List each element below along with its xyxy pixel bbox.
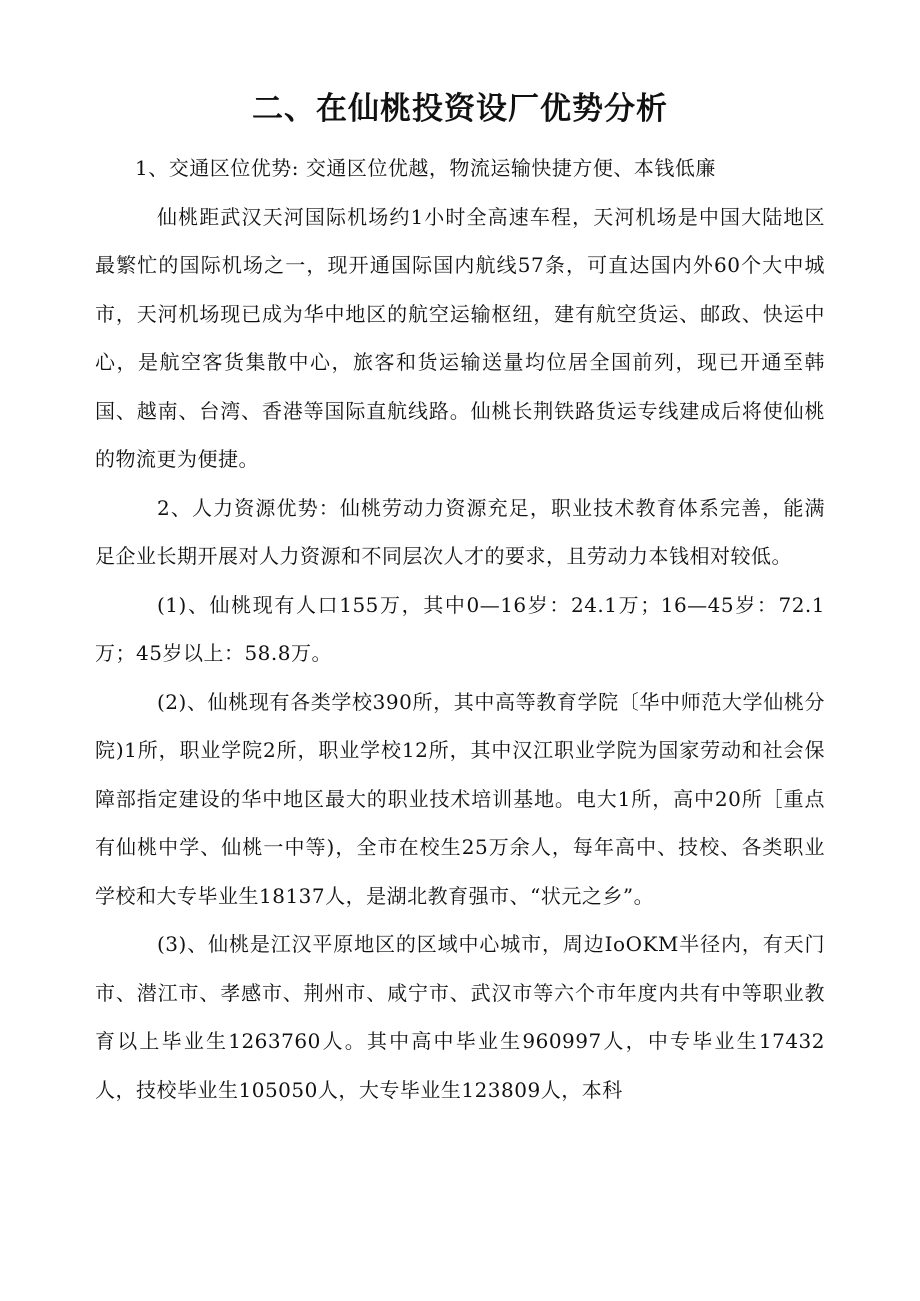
paragraph-human-resources: 2、人力资源优势：仙桃劳动力资源充足，职业技术教育体系完善，能满足企业长期开展对人力资源和不同层次人才的要求，且劳动力本钱相对较低。 bbox=[95, 495, 825, 568]
paragraph-schools: (2)、仙桃现有各类学校390所，其中高等教育学院〔华中师范大学仙桃分院)1所，职业学院2所，职业学校12所，其中汉江职业学院为国家劳动和社会保障部指定建设的华中地区最大的职业技术培训基地。电大1所，高中20所［重点有仙桃中学、仙桃一中等)，全市在校生25万余人，每年高中、技校、各类职业学校和大专毕业生18137人，是湖北教育强市、“状元之乡”。 bbox=[95, 689, 825, 908]
paragraph-transport-heading: 1、交通区位优势: 交通区位优越，物流运输快捷方便、本钱低廉 bbox=[135, 156, 716, 180]
paragraph-airport: 仙桃距武汉天河国际机场约1小时全高速车程，天河机场是中国大陆地区最繁忙的国际机场之一，现开通国际国内航线57条，可直达国内外60个大中城市，天河机场现已成为华中地区的航空运输枢纽，建有航空货运、邮政、快运中心，是航空客货集散中心，旅客和货运输送量均位居全国前列，现已开通至韩国、越南、台湾、香港等国际直航线路。仙桃长荆铁路货运专线建成后将使仙桃的物流更为便捷。 bbox=[95, 204, 825, 471]
page-title: 二、在仙桃投资设厂优势分析 bbox=[252, 91, 668, 127]
document-body bbox=[95, 144, 825, 1114]
paragraph-regional-graduates: (3)、仙桃是江汉平原地区的区域中心城市，周边IoOKM半径内，有天门市、潜江市、孝感市、荆州市、咸宁市、武汉市等六个市年度内共有中等职业教育以上毕业生1263760人。其中高中毕业生960997人，中专毕业生17432人，技校毕业生105050人，大专毕业生123809人，本科 bbox=[95, 932, 825, 1102]
paragraph-population: (1)、仙桃现有人口155万，其中0—16岁：24.1万；16—45岁：72.1万；45岁以上：58.8万。 bbox=[95, 592, 825, 665]
